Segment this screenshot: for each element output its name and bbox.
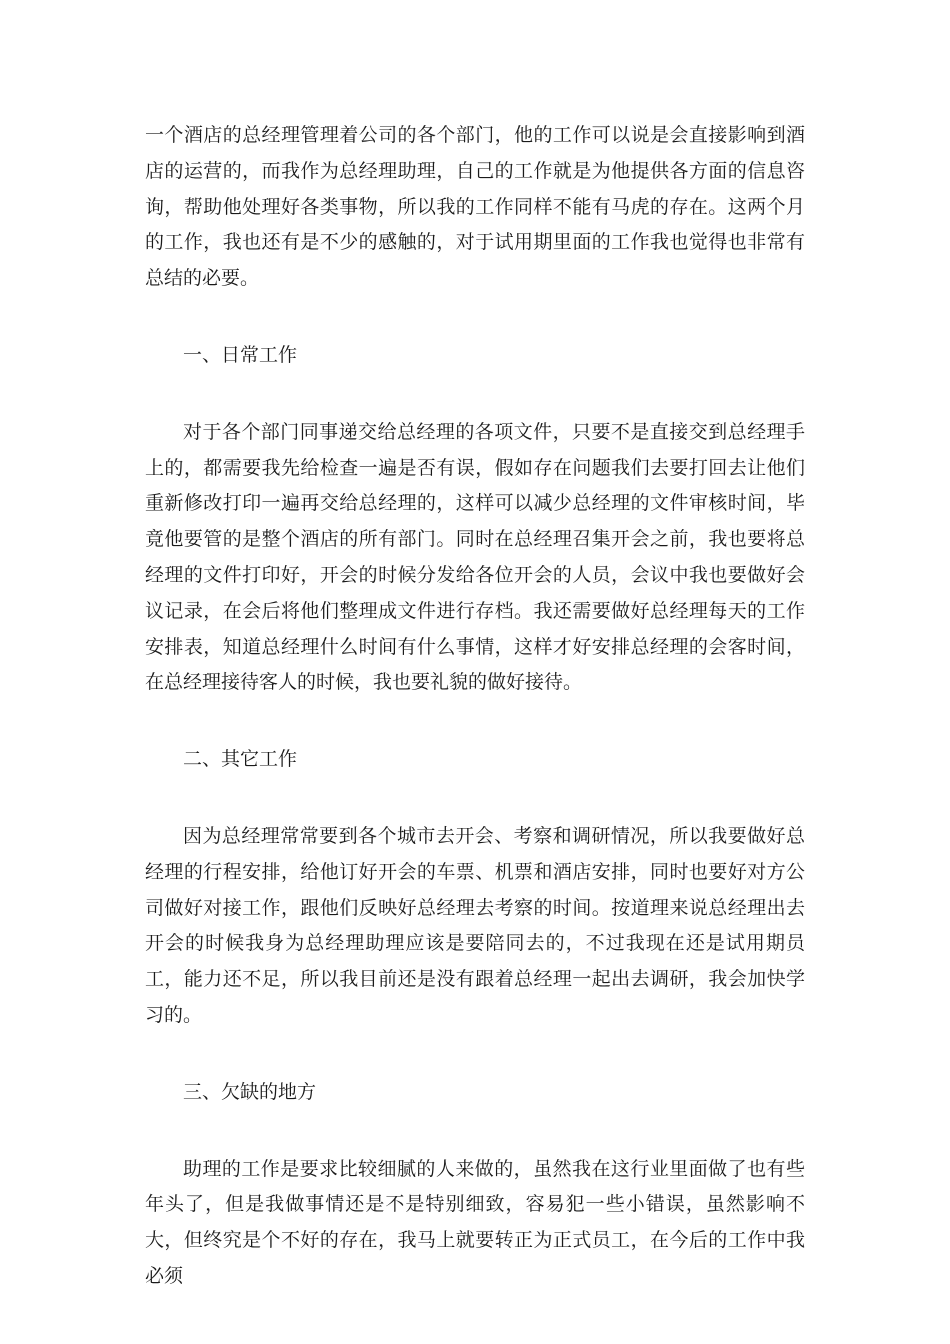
- daily-work-paragraph: 对于各个部门同事递交给总经理的各项文件，只要不是直接交到总经理手上的，都需要我先给检查一遍是否有误，假如存在问题我们去要打回去让他们重新修改打印一遍再交给总经理的，这样可以减少总经理的文件审核时间，毕竟他要管的是整个酒店的所有部门。同时在总经理召集开会之前，我也要将总经理的文件打印好，开会的时候分发给各位开会的人员，会议中我也要做好会议记录，在会后将他们整理成文件进行存档。我还需要做好总经理每天的工作安排表，知道总经理什么时间有什么事情，这样才好安排总经理的会客时间，在总经理接待客人的时候，我也要礼貌的做好接待。: [145, 420, 805, 694]
- section-heading-shortcomings: 三、欠缺的地方: [183, 1080, 317, 1103]
- shortcomings-paragraph: 助理的工作是要求比较细腻的人来做的，虽然我在这行业里面做了也有些年头了，但是我做事情还是不是特别细致，容易犯一些小错误，虽然影响不大，但终究是个不好的存在，我马上就要转正为正式员工，在今后的工作中我必须: [145, 1157, 805, 1287]
- section-heading-daily-work: 一、日常工作: [183, 343, 298, 366]
- section-heading-other-work: 二、其它工作: [183, 748, 298, 771]
- other-work-paragraph: 因为总经理常常要到各个城市去开会、考察和调研情况，所以我要做好总经理的行程安排，给他订好开会的车票、机票和酒店安排，同时也要好对方公司做好对接工作，跟他们反映好总经理去考察的时间。按道理来说总经理出去开会的时候我身为总经理助理应该是要陪同去的，不过我现在还是试用期员工，能力还不足，所以我目前还是没有跟着总经理一起出去调研，我会加快学习的。: [145, 824, 805, 1026]
- document-body: [145, 118, 805, 1295]
- intro-paragraph: 一个酒店的总经理管理着公司的各个部门，他的工作可以说是会直接影响到酒店的运营的，而我作为总经理助理，自己的工作就是为他提供各方面的信息咨询，帮助他处理好各类事物，所以我的工作同样不能有马虎的存在。这两个月的工作，我也还有是不少的感触的，对于试用期里面的工作我也觉得也非常有总结的必要。: [145, 124, 805, 290]
